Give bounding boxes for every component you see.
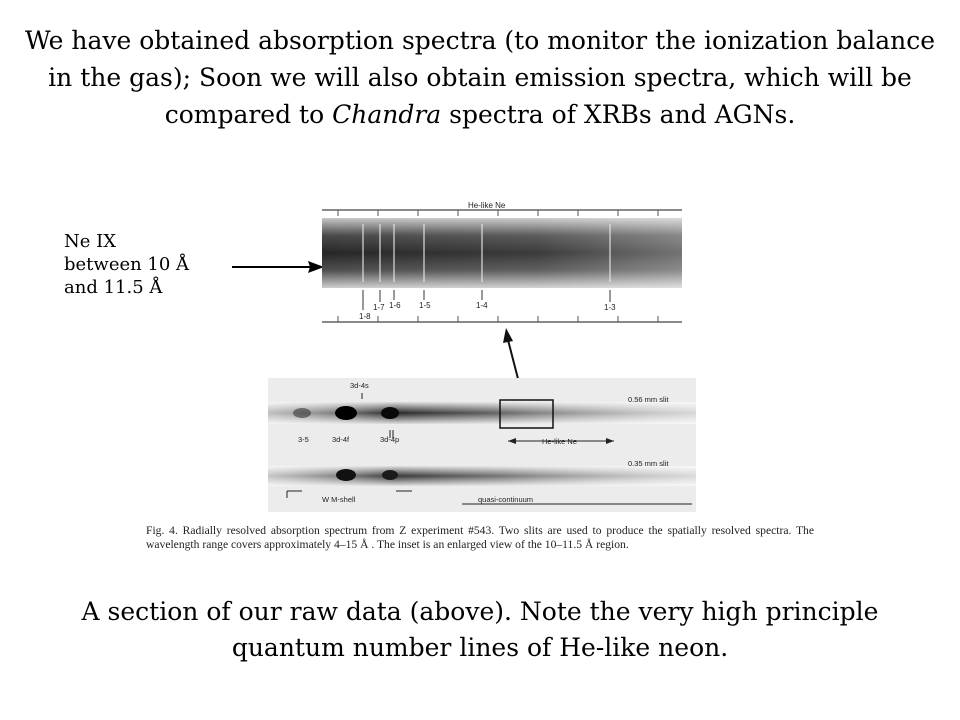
heading-chandra-emphasis: Chandra: [332, 100, 442, 129]
main-label-3-5: 3-5: [298, 435, 309, 444]
main-spectrum-image: [262, 378, 702, 512]
he-like-ne-label: He-like Ne: [542, 437, 578, 446]
inset-line-1-6: 1-6: [389, 301, 401, 310]
ne-ix-label-line2: between 10 Å: [64, 254, 190, 275]
slit-label-bottom: 0.35 mm slit: [628, 459, 669, 468]
main-label-3d-4f: 3d-4f: [332, 435, 350, 444]
m-shell-label: W M-shell: [322, 495, 356, 504]
figure-caption: Fig. 4. Radially resolved absorption spectrum from Z experiment #543. Two slits are used to produce the spatially resolved spectra. The wavelength range covers approximately 4–15 Å . The inset is an enlarged view of the 10–11.5 Å region.: [146, 524, 814, 551]
slide-heading: [20, 22, 940, 133]
inset-line-1-8: 1-8: [359, 312, 371, 321]
inset-line-1-4: 1-4: [476, 301, 488, 310]
ne-ix-label-line3: and 11.5 Å: [64, 277, 163, 298]
heading-text-end: spectra of XRBs and AGNs.: [441, 100, 796, 129]
heading-text-start: We have obtained absorption spectra (to monitor the ionization balance in the gas); Soon we will also obtain emission spectra, which will be compared to: [24, 26, 936, 129]
main-label-3d-4p: 3d-4p: [380, 435, 400, 444]
ne-ix-label: [64, 230, 189, 299]
main-label-3d-4s: 3d-4s: [350, 381, 369, 390]
footer-text: A section of our raw data (above). Note the very high principle quantum number lines of He-like neon.: [81, 597, 879, 662]
inset-title: He-like Ne: [468, 201, 506, 210]
quasi-continuum-label: quasi-continuum: [478, 495, 534, 504]
ne-ix-label-line1: Ne IX: [64, 231, 117, 252]
inset-line-1-5: 1-5: [419, 301, 431, 310]
inset-spectrum-image: [318, 196, 686, 326]
inset-line-1-7: 1-7: [373, 303, 385, 312]
pointer-arrow-icon: [232, 259, 324, 275]
inset-line-1-3: 1-3: [604, 303, 616, 312]
slit-label-top: 0.56 mm slit: [628, 395, 669, 404]
